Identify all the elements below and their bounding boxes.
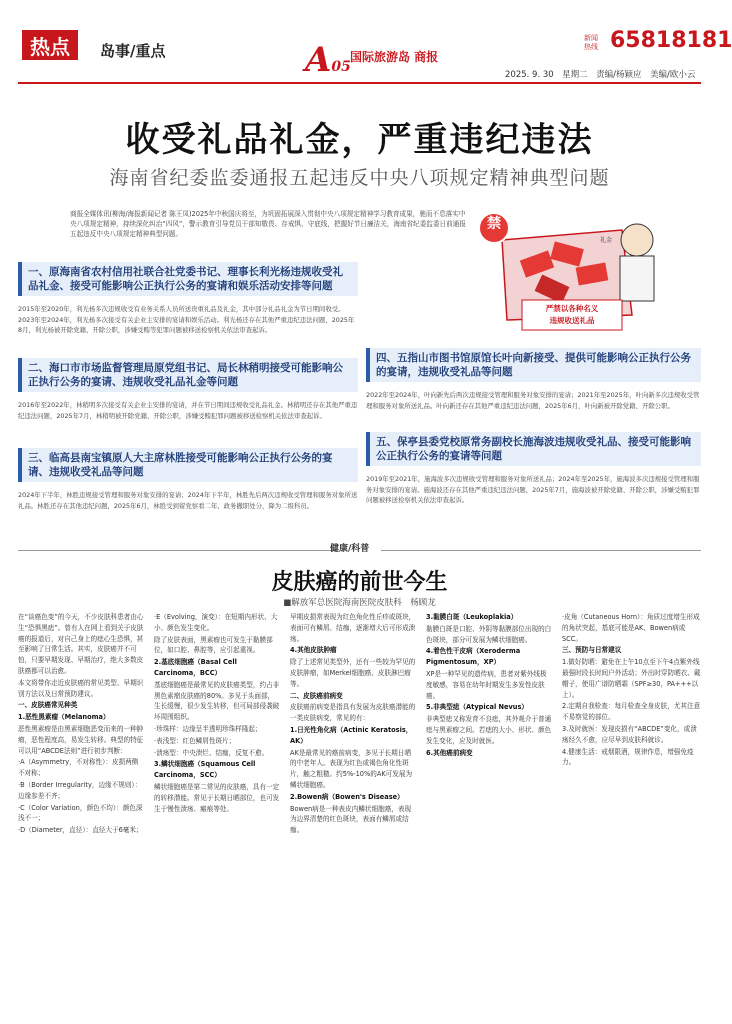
paper-name: 国际旅游岛 商报 bbox=[350, 50, 439, 64]
col4-p3: XP是一种罕见的遗传病，患者对紫外线极度敏感，容易在幼年时期发生多发性皮肤癌。 bbox=[426, 669, 547, 700]
case-1 bbox=[18, 262, 358, 348]
ban-sign: 禁 bbox=[487, 216, 501, 232]
health-column-2 bbox=[154, 612, 280, 1017]
col3-p8: Bowen病是一种表皮内鳞状细胞癌，表现为边界清楚的红色斑块，表面有鳞屑或结痂。 bbox=[290, 804, 412, 835]
case-2-title: 二、海口市市场监督管理局原党组书记、局长林稍明接受可能影响公正执行公务的宴请、违规收受礼品礼金等问题 bbox=[18, 358, 358, 392]
case-2-body: 2016年至2022年，林稍明多次接受有关企业主安排的宴请，并在节日期间违规收受礼品礼金。林稍明还存在其他严重违纪违法问题，2025年7月，林稍明被开除党籍、开除公职，涉嫌受贿犯罪问题被移送检察机关依法审查起诉。 bbox=[18, 401, 358, 420]
col4-p4: 5.非典型痣（Atypical Nevus） bbox=[426, 703, 529, 712]
case-3 bbox=[18, 448, 358, 524]
col3-p1: 4.其他皮肤肿瘤 bbox=[290, 646, 337, 655]
case-4-title: 四、五指山市图书馆原馆长叶向新接受、提供可能影响公正执行公务的宴请，违规收受礼品等问题 bbox=[366, 348, 701, 382]
col5-p4: 3.及时就医：发现皮损有“ABCDE”变化，或溃疡经久不愈，应尽早到皮肤科就诊。 bbox=[562, 724, 697, 744]
col2-p6: ·溃疡型：中央溃烂、结痂，反复不愈。 bbox=[154, 748, 269, 757]
col2-p0: ·E（Evolving，演变）：在短期内形状、大小、颜色发生变化。 bbox=[154, 613, 278, 632]
health-column-3 bbox=[290, 612, 416, 1017]
col3-p0: 早期皮损常表现为红色角化性丘疹或斑块，表面可有鳞屑、结痂，逐渐增大后可形成溃疡。 bbox=[290, 613, 416, 643]
col3-p4: 皮肤癌前病变是指具有发展为皮肤癌潜能的一类皮肤病变，常见的有： bbox=[290, 703, 416, 723]
col2-p4: ·珍珠样：边缘呈半透明珍珠样隆起； bbox=[154, 724, 262, 733]
col2-p1: 除了皮肤表面，黑素瘤也可发生于黏膜部位，如口腔、鼻腔等，应引起重视。 bbox=[154, 635, 273, 655]
health-column-1 bbox=[18, 612, 144, 1017]
page-header bbox=[0, 0, 732, 90]
sub-headline: 海南省纪委监委通报五起违反中央八项规定精神典型问题 bbox=[109, 167, 610, 189]
dateline: 2025. 9. 30 星期二 责编/杨颖应 美编/欧小云 bbox=[505, 70, 696, 80]
col3-p3: 二、皮肤癌前病变 bbox=[290, 691, 343, 700]
case-4-body: 2022年至2024年，叶向新先后两次违规接受管理和服务对象安排的宴请；2021年至2025年，叶向新多次违规收受管理和服务对象所送礼品。叶向新还存在其他严重违纪违法问题，2025年6月，叶向新被开除党籍、开除公职。 bbox=[366, 391, 700, 410]
col2-p2: 2.基底细胞癌（Basal Cell Carcinoma，BCC） bbox=[154, 658, 237, 677]
main-headline: 收受礼品礼金，严重违纪违法 bbox=[125, 120, 594, 160]
hotline-label: 新闻热线 bbox=[584, 34, 598, 51]
case-3-body: 2024年下半年，林胜违规接受管理和服务对象安排的宴请；2024年下半年，林胜先后两次违规收受管理和服务对象所送礼品。林胜还存在其他违纪问题，2025年6月，林胜受到留党察看二年、政务撤职处分，降为二级科员。 bbox=[18, 491, 358, 510]
col5-p3: 2.定期自我检查：每月检查全身皮肤，尤其注意不易察觉的部位。 bbox=[562, 702, 701, 722]
divider-left bbox=[18, 550, 338, 551]
col2-p7: 3.鳞状细胞癌（Squamous Cell Carcinoma，SCC） bbox=[154, 760, 256, 780]
envelope-label: 礼金 bbox=[600, 237, 613, 244]
col5-p1: 三、预防与日常建议 bbox=[562, 646, 622, 655]
header-rule bbox=[18, 82, 701, 84]
col4-p2: 4.着色性干皮病（Xeroderma Pigmentosum，XP） bbox=[426, 647, 521, 667]
divider-right bbox=[381, 550, 701, 551]
col1-p2: 一、皮肤癌常见种类 bbox=[18, 701, 78, 710]
col2-p3: 基底细胞癌是最常见的皮肤癌类型，约占非黑色素瘤皮肤癌的80%。多见于头面部，生长缓慢，很少发生转移，但可局部侵袭破坏周围组织。 bbox=[154, 680, 280, 722]
column-logo: 热点 bbox=[22, 30, 78, 60]
col1-p3: 1.恶性黑素瘤（Melanoma） bbox=[18, 713, 110, 722]
col1-p5: ·A（Asymmetry，不对称性）：皮损两侧不对称； bbox=[18, 758, 139, 778]
col5-p0: ·皮角（Cutaneous Horn）：角质过度增生形成的角状突起，基底可能是AK、Bowen病或SCC。 bbox=[562, 613, 700, 643]
col4-p5: 非典型痣又称发育不良痣，其外观介于普通痣与黑素瘤之间。若痣的大小、形状、颜色发生变化，应及时就医。 bbox=[426, 715, 552, 745]
col4-p6: 6.其他癌前病变 bbox=[426, 748, 473, 757]
case-2 bbox=[18, 358, 358, 444]
health-byline: ■解放军总医院海南医院皮肤科 杨顾龙 bbox=[283, 598, 436, 608]
col1-p8: ·D（Diameter，直径）：直径大于6毫米； bbox=[18, 826, 143, 835]
lead-paragraph: 商报全媒体讯(柳海/海报新闻记者 陈王凤)2025年中秋国庆将至，为巩固拓展深入贯彻中央八项规定精神学习教育成果，驰而不息落实中央八项规定精神，持续深化纠治“四风”，警示教育引导党员干部知敬畏、存戒惧、守底线，把握好节日廉洁关，海南省纪委监委日前通报五起违反中央八项规定精神典型问题。 bbox=[70, 210, 466, 238]
col3-p2: 除了上述常见类型外，还有一些较为罕见的皮肤肿瘤，如Merkel细胞癌、皮肤淋巴瘤等。 bbox=[290, 658, 416, 688]
health-column-5 bbox=[562, 612, 701, 1017]
page-letter: A bbox=[305, 40, 332, 80]
col4-p0: 3.黏膜白斑（Leukoplakia） bbox=[426, 613, 518, 621]
col3-p5: 1.日光性角化病（Actinic Keratosis，AK） bbox=[290, 725, 413, 745]
case-5-body: 2019年至2021年，施海波多次违规收受管理和服务对象所送礼品；2024年至2025年，施海波多次违规接受管理和服务对象安排的宴请。施海波还存在其他严重违纪违法问题，2025年7月，施海波被开除党籍、开除公职，涉嫌受贿犯罪问题被移送检察机关依法审查起诉。 bbox=[366, 475, 700, 504]
col2-p8: 鳞状细胞癌是第二常见的皮肤癌，具有一定的转移潜能。常见于长期日晒部位，也可发生于慢性溃疡、瘢痕等处。 bbox=[154, 782, 280, 813]
col1-p7: ·C（Color Variation，颜色不均）：颜色深浅不一； bbox=[18, 803, 143, 823]
case-3-title: 三、临高县南宝镇原人大主席林胜接受可能影响公正执行公务的宴请、违规收受礼品等问题 bbox=[18, 448, 358, 482]
case-4 bbox=[366, 348, 701, 424]
col5-p5: 4.健康生活：戒烟限酒，规律作息，增强免疫力。 bbox=[562, 747, 694, 767]
page-number bbox=[305, 40, 351, 80]
health-headline: 皮肤癌的前世今生 bbox=[271, 570, 448, 595]
case-5 bbox=[366, 432, 701, 518]
col5-p2: 1.做好防晒：避免在上午10点至下午4点紫外线最强时段长时间户外活动；外出时穿防晒衣、戴帽子，使用广谱防晒霜（SPF≥30，PA+++以上）。 bbox=[562, 658, 701, 699]
col1-p4: 恶性黑素瘤是由黑素细胞恶变而来的一种肿瘤，恶性程度高，易发生转移。典型的特征可以用“ABCDE法则”进行初步判断： bbox=[18, 724, 144, 755]
col3-p6: AK是最常见的癌前病变，多见于长期日晒的中老年人。表现为红色或褐色角化性斑片，触之粗糙。约5%-10%的AK可发展为鳞状细胞癌。 bbox=[290, 748, 413, 789]
case-1-body: 2015年至2020年，利光杨多次违规收受有业务关系人员所送贵重礼品及礼金，其中部分礼品礼金为节日期间收受。2023年至2024年，利光杨多次接受有关企业主安排的宴请和娱乐活动。利光杨还存在其他严重违纪违法问题，2025年8月，利光杨被开除党籍、开除公职，涉嫌受贿等犯罪问题被移送检察机关依法审查起诉。 bbox=[18, 305, 355, 334]
col1-p1: 本文将带你走近皮肤癌的常见类型、早期识别方法以及日常预防建议。 bbox=[18, 678, 144, 698]
case-5-title: 五、保亭县委党校原常务副校长施海波违规收受礼品、接受可能影响公正执行公务的宴请等问题 bbox=[366, 432, 701, 466]
health-column-4 bbox=[426, 612, 552, 1017]
col3-p7: 2.Bowen病（Bowen's Disease） bbox=[290, 792, 404, 801]
col4-p1: 黏膜白斑是口腔、外阴等黏膜部位出现的白色斑块，部分可发展为鳞状细胞癌。 bbox=[426, 624, 552, 644]
illustration bbox=[482, 200, 662, 340]
caption-line1: 严禁以各种名义 bbox=[545, 304, 599, 313]
page-num: 05 bbox=[331, 59, 351, 75]
case-1-title: 一、原海南省农村信用社联合社党委书记、理事长利光杨违规收受礼品礼金、接受可能影响公正执行公务的宴请和娱乐活动安排等问题 bbox=[18, 262, 358, 296]
hotline-number: 65818181 bbox=[610, 28, 732, 53]
section-title: 岛事/重点 bbox=[100, 42, 166, 60]
section-tag: 健康/科普 bbox=[330, 544, 370, 554]
col1-p0: 在“谈癌色变”的今天，不少皮肤科患者由心生“恐惧黑痣”。曾有人在网上看到关于皮肤癌的报道后，对自己身上的痣心生恐惧，甚至影响了日常生活。其实，皮肤癌并不可怕，只要早期发现、早期治疗，绝大多数皮肤癌都可以治愈。 bbox=[18, 613, 144, 675]
col2-p5: ·表浅型：红色鳞屑性斑片； bbox=[154, 736, 236, 745]
col1-p6: ·B（Border Irregularity，边缘不规则）：边缘参差不齐； bbox=[18, 780, 142, 800]
caption-line2: 违规收送礼品 bbox=[549, 316, 595, 325]
